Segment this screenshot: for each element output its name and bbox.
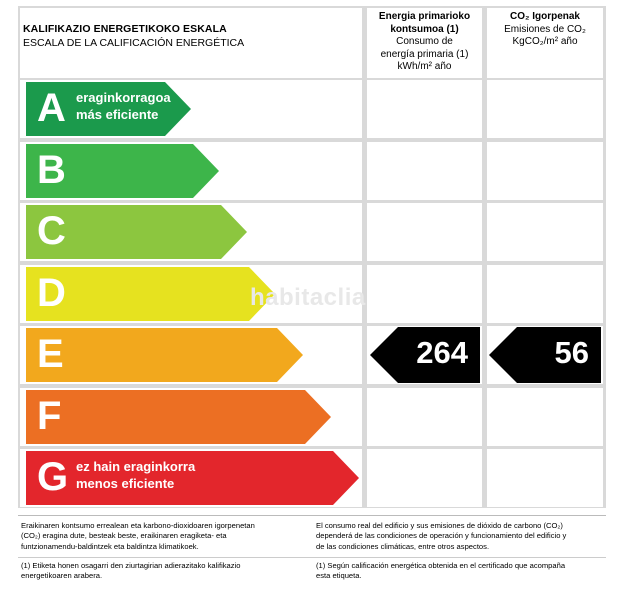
footer-note-eu-line: (CO₂) eragina dute, besteak beste, eraikinaren eragiketa- eta	[21, 531, 227, 541]
footer-note-es-line: El consumo real del edificio y sus emisiones de dióxido de carbono (CO₂)	[316, 521, 563, 530]
energy-column-header	[367, 11, 482, 74]
energy-value-cell	[367, 80, 482, 138]
rating-arrow-e	[26, 328, 303, 382]
rating-arrow-g	[26, 451, 359, 505]
co2-value-cell	[487, 449, 603, 507]
energy-value-marker-text: 264	[416, 335, 468, 370]
energy-value-cell	[367, 265, 482, 323]
co2-unit: KgCO₂/m² año	[512, 36, 578, 47]
energy-value-cell	[367, 203, 482, 261]
footer-note-es	[316, 521, 606, 552]
rating-arrow-fill	[26, 328, 303, 382]
co2-value-cell	[487, 388, 603, 446]
co2-column-header	[487, 11, 603, 49]
rating-letter: F	[37, 394, 62, 438]
footer-note-eu-line: Eraikinaren kontsumo errealean eta karbono-dioxidoaren igorpenetan	[21, 521, 255, 530]
co2-sub: Emisiones de CO₂	[504, 23, 586, 35]
rating-arrow-a	[26, 82, 191, 136]
footer-note-eu	[21, 521, 306, 552]
rating-arrow-shape	[26, 390, 331, 444]
footer-ref-es-line: (1) Según calificación energética obtenida en el certificado que acompaña	[316, 561, 566, 570]
rating-caption-line1: eraginkorragoa	[76, 90, 171, 105]
rating-arrow-f	[26, 390, 331, 444]
co2-value-cell	[487, 80, 603, 138]
energy-sub-line2: energía primaria (1)	[380, 48, 469, 60]
rating-letter: A	[37, 86, 66, 130]
co2-value-cell	[487, 203, 603, 261]
rating-letter: G	[37, 455, 69, 499]
co2-title: CO₂ Igorpenak	[509, 11, 580, 22]
rating-caption-line2: menos eficiente	[76, 476, 175, 491]
rating-caption-line2: más eficiente	[76, 107, 159, 122]
energy-unit: kWh/m² año	[397, 61, 452, 72]
energy-title-line1: Energia primarioko	[378, 11, 471, 22]
footer-ref-eu-line: energetikoaren arabera.	[21, 571, 103, 581]
footer-note-es-line: dependerá de las condiciones de operación y funcionamiento del edificio y	[316, 531, 567, 541]
rating-arrow-b	[26, 144, 219, 198]
footer-ref-es-line: esta etiqueta.	[316, 571, 362, 581]
footer-ref-es	[316, 561, 606, 582]
co2-value-cell	[487, 142, 603, 200]
energy-value-cell	[367, 449, 482, 507]
footer-divider	[18, 557, 606, 558]
rating-letter: E	[37, 332, 64, 376]
rating-letter: B	[37, 148, 66, 192]
watermark-text: habitaclia	[250, 284, 366, 311]
footer-ref-eu	[21, 561, 306, 582]
rating-letter: C	[37, 209, 66, 253]
footer-ref-eu-line: (1) Etiketa honen osagarri den ziurtagirian adierazitako kalifikazio	[21, 561, 241, 570]
rating-letter: D	[37, 271, 66, 315]
scale-subtitle: ESCALA DE LA CALIFICACIÓN ENERGÉTICA	[23, 37, 245, 49]
co2-value-marker-text: 56	[554, 335, 589, 370]
rating-arrow-c	[26, 205, 247, 259]
co2-value-marker	[489, 327, 601, 383]
scale-title: KALIFIKAZIO ENERGETIKOKO ESKALA	[23, 23, 227, 35]
rating-arrow-fill	[26, 390, 331, 444]
rating-arrow-shape	[26, 328, 303, 382]
footer-note-eu-line: funtzionamendu-baldintzek eta baldintza klimatikoek.	[21, 541, 199, 551]
rating-caption-line1: ez hain eraginkorra	[76, 459, 196, 474]
energy-value-marker	[370, 327, 480, 383]
energy-value-cell	[367, 388, 482, 446]
footer-note-es-line: de las condiciones climáticas, entre otros aspectos.	[316, 541, 490, 551]
energy-value-cell	[367, 142, 482, 200]
rating-arrow-d	[26, 267, 275, 321]
energy-title-line2: kontsumoa (1)	[390, 23, 459, 35]
co2-value-cell	[487, 265, 603, 323]
energy-sub-line1: Consumo de	[396, 36, 453, 47]
footer-notes	[18, 515, 606, 594]
